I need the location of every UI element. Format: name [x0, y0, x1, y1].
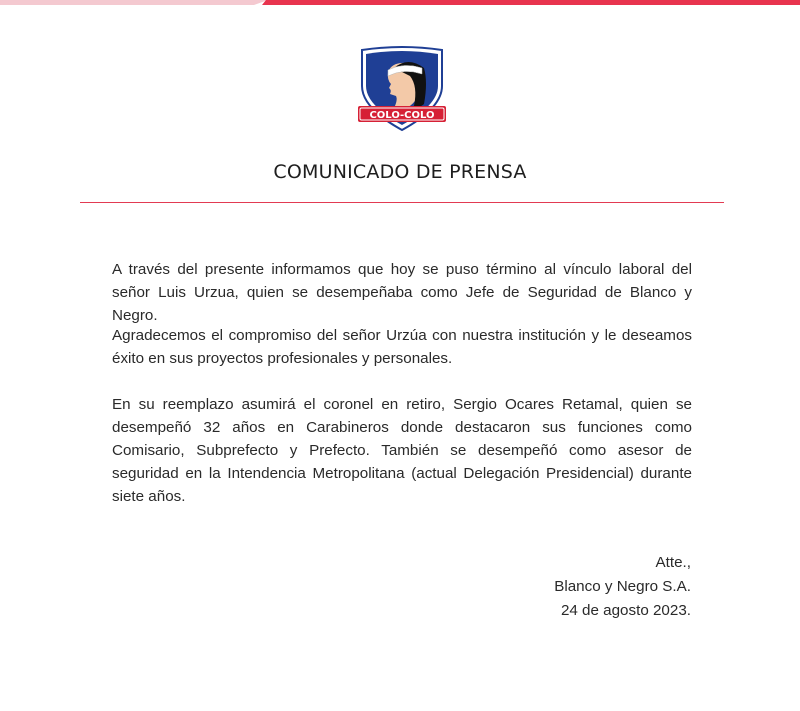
paragraph-thanks: Agradecemos el compromiso del señor Urzúa con nuestra institución y le deseamos éxito en sus proyectos profesionales y personales.: [112, 327, 692, 367]
signature-date: 24 de agosto 2023.: [560, 602, 691, 619]
colo-colo-crest-icon: [354, 46, 450, 132]
title-divider: [80, 202, 724, 203]
paragraph-termination: A través del presente informamos que hoy se puso término al vínculo laboral del señor Luis Urzua, quien se desempeñaba como Jefe de Seguridad de Blanco y Negro.: [112, 261, 692, 324]
page-title: COMUNICADO DE PRENSA: [273, 161, 527, 183]
signature-closing: Atte.,: [655, 554, 691, 571]
signature-block: [554, 551, 691, 623]
logo-text: COLO-COLO: [369, 110, 435, 121]
signature-organization: Blanco y Negro S.A.: [554, 578, 691, 595]
paragraph-replacement: En su reemplazo asumirá el coronel en retiro, Sergio Ocares Retamal, quien se desempeñó 32 años en Carabineros donde destacaron sus funciones como Comisario, Subprefecto y Prefecto. También se desempeñó como asesor de seguridad en la Intendencia Metropolitana (actual Delegación Presidencial) durante siete años.: [112, 396, 692, 505]
top-accent-bar: [0, 0, 800, 18]
